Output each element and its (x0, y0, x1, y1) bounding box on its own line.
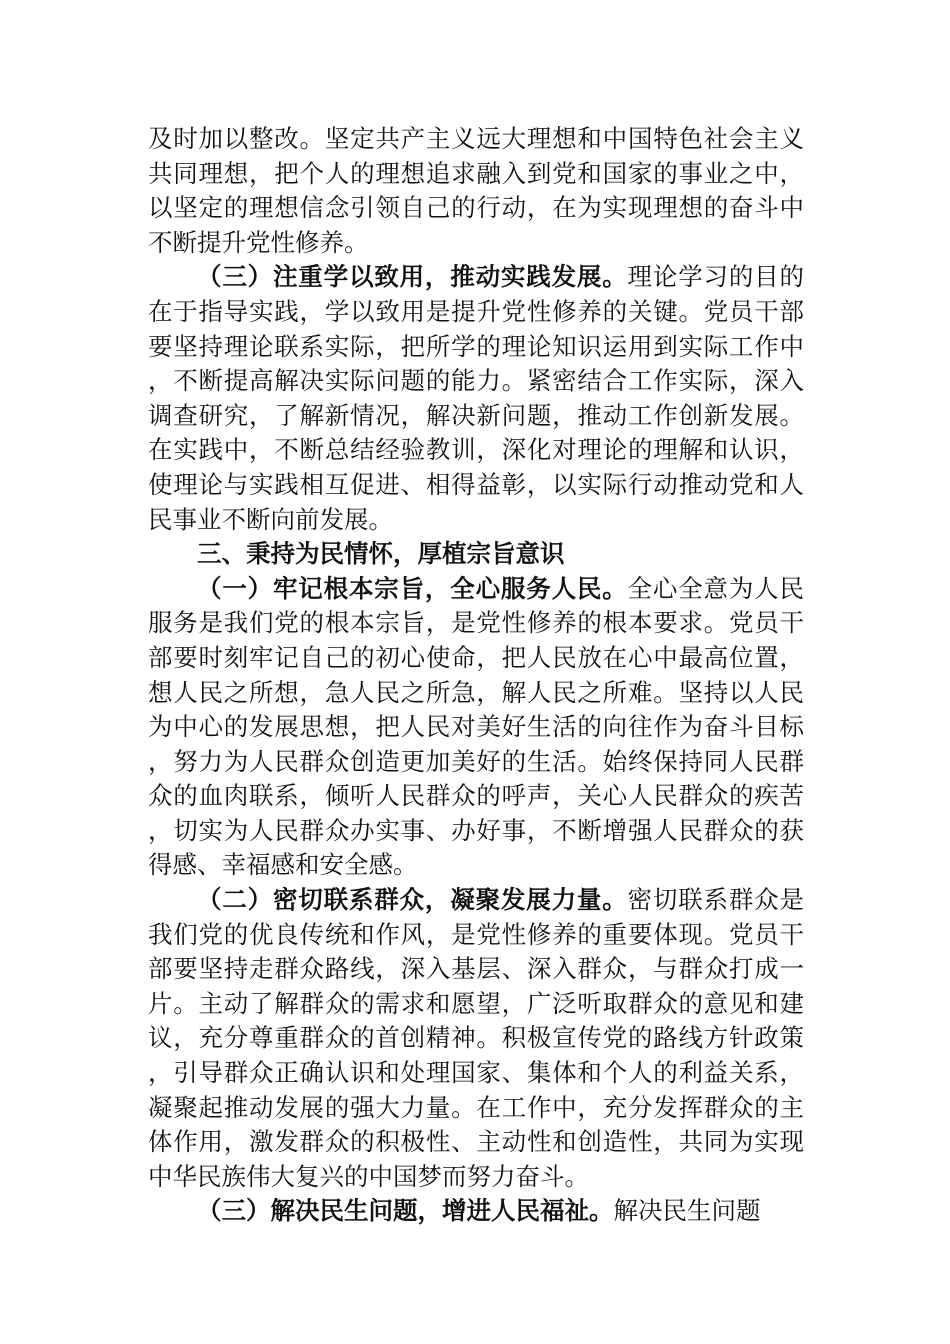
body-paragraph (148, 883, 804, 1194)
paragraph-lead: （一）牢记根本宗旨，全心服务人民。 (197, 573, 628, 603)
paragraph-text: 全心全意为人民服务是我们党的根本宗旨，是党性修养的根本要求。党员干部要时刻牢记自己的初心使命，把人民放在心中最高位置，想人民之所想，急人民之所急，解人民之所难。坚持以人民为中心的发展思想，把人民对美好生活的向往作为奋斗目标，努力为人民群众创造更加美好的生活。始终保持同人民群众的血肉联系，倾听人民群众的呼声，关心人民群众的疾苦，切实为人民群众办实事、办好事，不断增强人民群众的获得感、幸福感和安全感。 (148, 573, 805, 880)
paragraph-text: 及时加以整改。坚定共产主义远大理想和中国特色社会主义共同理想，把个人的理想追求融入到党和国家的事业之中，以坚定的理想信念引领自己的行动，在为实现理想的奋斗中不断提升党性修养。 (148, 124, 804, 257)
paragraph-text: 密切联系群众是我们党的优良传统和作风，是党性修养的重要体现。党员干部要坚持走群众路线，深入基层、深入群众，与群众打成一片。主动了解群众的需求和愿望，广泛听取群众的意见和建议，充分尊重群众的首创精神。积极宣传党的路线方针政策，引导群众正确认识和处理国家、集体和个人的利益关系，凝聚起推动发展的强大力量。在工作中，充分发挥群众的主体作用，激发群众的积极性、主动性和创造性，共同为实现中华民族伟大复兴的中国梦而努力奋斗。 (148, 885, 805, 1191)
body-paragraph (148, 572, 804, 883)
paragraph-text: 理论学习的目的在于指导实践，学以致用是提升党性修养的关键。党员干部要坚持理论联系实际，把所学的理论知识运用到实际工作中，不断提高解决实际问题的能力。紧密结合工作实际，深入调查研究，了解新情况，解决新问题，推动工作创新发展。在实践中，不断总结经验教训，深化对理论的理解和认识，使理论与实践相互促进、相得益彰，以实际行动推动党和人民事业不断向前发展。 (148, 262, 805, 534)
paragraph-lead: （三）解决民生问题，增进人民福祉。 (197, 1196, 614, 1226)
paragraph-lead: （二）密切联系群众，凝聚发展力量。 (197, 885, 628, 915)
document-page (148, 122, 804, 1229)
section-heading: 三、秉持为民情怀，厚植宗旨意识 (197, 539, 565, 569)
body-paragraph (148, 1194, 804, 1229)
body-paragraph (148, 122, 804, 260)
body-paragraph (148, 260, 804, 537)
paragraph-lead: （三）注重学以致用，推动实践发展。 (197, 262, 628, 292)
paragraph-text: 解决民生问题 (613, 1196, 761, 1226)
